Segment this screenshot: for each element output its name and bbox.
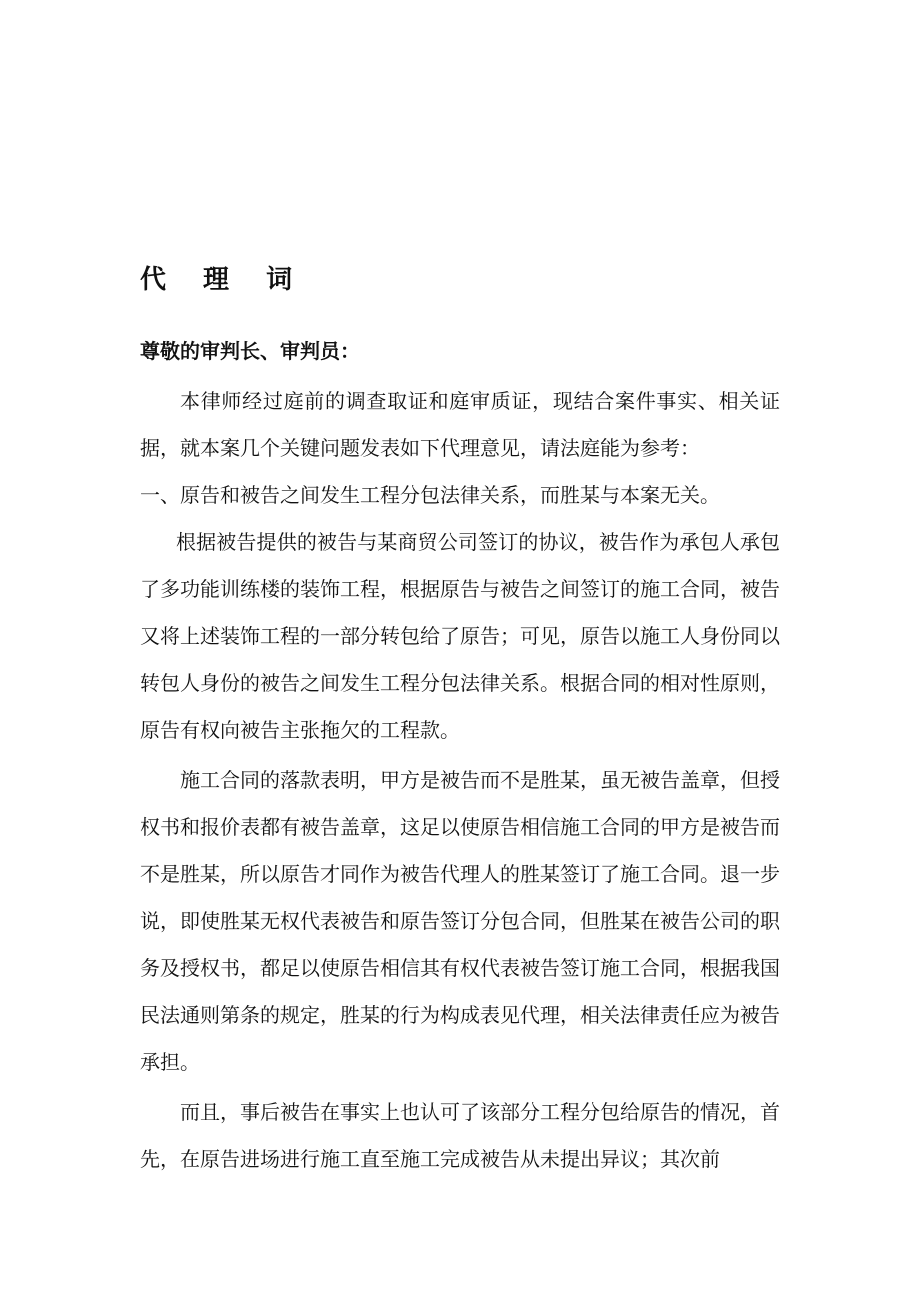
paragraph-contract-relation: 根据被告提供的被告与某商贸公司签订的协议，被告作为承包人承包了多功能训练楼的装饰工程，根据原告与被告之间签订的施工合同，被告又将上述装饰工程的一部分转包给了原告；可见，原告以施工人身份同以转包人身份的被告之间发生工程分包法律关系。根据合同的相对性原则，原告有权向被告主张拖欠的工程款。 bbox=[140, 530, 780, 742]
document-body bbox=[140, 378, 780, 1183]
paragraph-ratification: 而且，事后被告在事实上也认可了该部分工程分包给原告的情况，首先，在原告进场进行施工直至施工完成被告从未提出异议；其次前 bbox=[140, 1100, 780, 1171]
paragraph-apparent-agency: 施工合同的落款表明，甲方是被告而不是胜某，虽无被告盖章，但授权书和报价表都有被告盖章，这足以使原告相信施工合同的甲方是被告而不是胜某，所以原告才同作为被告代理人的胜某签订了施工合同。退一步说，即使胜某无权代表被告和原告签订分包合同，但胜某在被告公司的职务及授权书，都足以使原告相信其有权代表被告签订施工合同，根据我国民法通则第条的规定，胜某的行为构成表见代理，相关法律责任应为被告承担。 bbox=[140, 768, 780, 1074]
salutation: 尊敬的审判长、审判员： bbox=[140, 339, 360, 363]
paragraph-intro: 本律师经过庭前的调查取证和庭审质证，现结合案件事实、相关证据，就本案几个关键问题发表如下代理意见，请法庭能为参考： bbox=[140, 389, 780, 460]
document-title: 代 理 词 bbox=[140, 265, 307, 295]
section-heading-one: 一、原告和被告之间发生工程分包法律关系，而胜某与本案无关。 bbox=[140, 483, 720, 507]
